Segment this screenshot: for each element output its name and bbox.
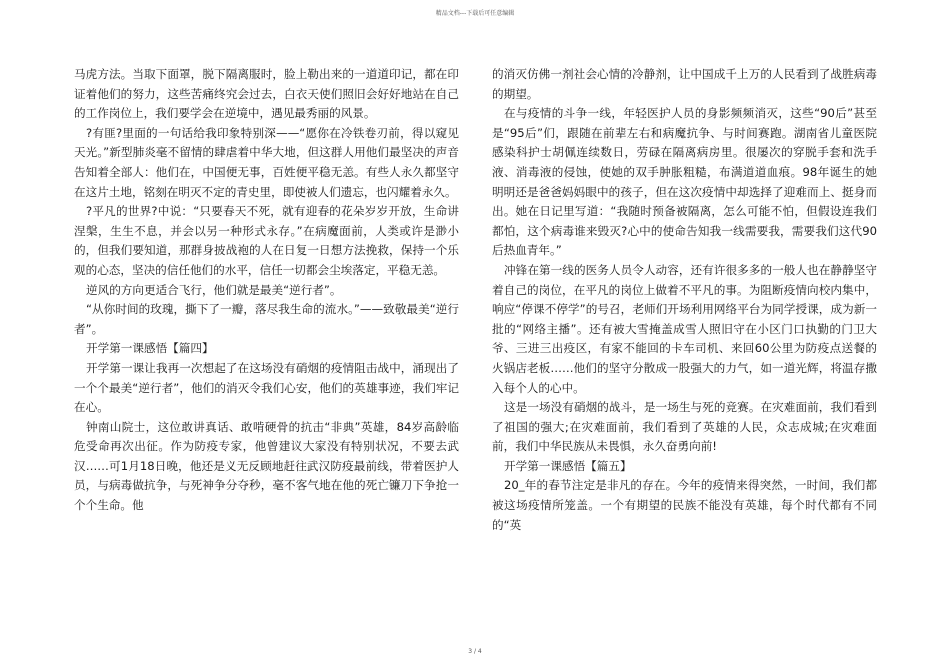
- paragraph: 马虎方法。当取下面罩，脱下隔离服时，脸上勒出来的一道道印记，都在印证着他们的努力，这些苦痛终究会过去，白衣天使们照旧会好好地站在自己的工作岗位上，我们要学会在逆境中，遇见最秀丽的风景。: [74, 67, 459, 121]
- section-heading: 开学第一课感悟【篇四】: [86, 341, 214, 356]
- paragraph: “从你时间的玫瑰，撕下了一瓣，落尽我生命的流水。”——致敬最美“逆行者”。: [74, 302, 459, 336]
- paragraph: 逆风的方向更适合飞行，他们就是最美“逆行者”。: [86, 282, 342, 297]
- section-heading: 开学第一课感悟【篇五】: [504, 458, 632, 473]
- page-header: 精品文档---下载后可任意编辑: [435, 10, 515, 17]
- paragraph: 20_年的春节注定是非凡的存在。今年的疫情来得突然，一时间，我们都被这场疫情所笼盖。一个有期望的民族不能没有英雄，每个时代都有不同的“英: [492, 478, 877, 532]
- page-number: 3 / 4: [468, 648, 482, 655]
- paragraph: 这是一场没有硝烟的战斗，是一场生与死的竞赛。在灾难面前，我们看到了祖国的强大;在灾难面前，我们看到了英雄的人民，众志成城;在灾难面前，我们中华民族从未畏惧，永久奋勇向前!: [492, 400, 877, 454]
- paragraph: ?平凡的世界?中说：“只要春天不死，就有迎春的花朵岁岁开放，生命讲涅槃，生生不息，并会以另一种形式永存。”在病魔面前，人类或许是渺小的，但我们要知道，那群身披战袍的人在日复一日想方法挽救，保持一个乐观的心态，坚决的信任他们的水平，信任一切都会尘埃落定，平稳无恙。: [74, 204, 459, 277]
- paragraph: 钟南山院士，这位敢讲真话、敢啃硬骨的抗击“非典”英雄，84岁高龄临危受命再次出征。作为防疫专家，他曾建议大家没有特别状况，不要去武汉……可1月18日晚，他还是义无反顾地赶往武汉防疫最前线，带着医护人员，与病毒做抗争，与死神争分夺秒，毫不客气地在他的死亡镰刀下争抢一个个生命。他: [74, 419, 459, 513]
- paragraph: ?有匪?里面的一句话给我印象特别深——“愿你在冷铁卷刃前，得以窥见天光。”新型肺炎毫不留情的肆虐着中华大地，但这群人用他们最坚决的声音告知着全部人：他们在，中国便无事，百姓便平稳无恙。有些人永久都坚守在这片土地，铭刻在明灭不定的青史里，即使被人们遗忘，也闪耀着永久。: [74, 125, 459, 199]
- paragraph: 在与疫情的斗争一线，年轻医护人员的身影频频消灭，这些“90后”甚至是“95后”们，跟随在前辈左右和病魔抗争、与时间赛跑。湖南省儿童医院感染科护士胡佩连续数日，劳碌在隔离病房里。很屡次的穿脱手套和洗手液、消毒液的侵蚀，使她的双手肿胀粗糙，布满道道血痕。98年诞生的她明明还是爸爸妈妈眼中的孩子，但在这次疫情中却选择了迎难而上、挺身而出。她在日记里写道：“我随时预备被隔离，怎么可能不怕，但假设连我们都怕，这个病毒谁来毁灭?心中的使命告知我一线需要我，需要我们这代90后热血青年。”: [492, 106, 877, 258]
- right-column: [492, 65, 877, 535]
- paragraph: 冲锋在第一线的医务人员令人动容，还有许很多多的一般人也在静静坚守着自己的岗位，在平凡的岗位上做着不平凡的事。为阻断疫情向校内集中，响应“停课不停学”的号召，老师们开场利用网络平台为同学授课，成为新一批的“网络主播”。还有被大雪掩盖成雪人照旧守在小区门口执勤的门卫大爷、三进三出疫区，有家不能回的卡车司机、来回60公里为防疫点送餐的火锅店老板……他们的坚守分散成一股强大的力气，如一道光辉，将温存撒入每个人的心中。: [492, 262, 877, 395]
- paragraph: 开学第一课让我再一次想起了在这场没有硝烟的疫情阻击战中，涌现出了一个个最美“逆行者”，他们的消灭令我们心安，他们的英雄事迹，我们牢记在心。: [74, 360, 459, 415]
- paragraph: 的消灭仿佛一剂社会心情的冷静剂，让中国成千上万的人民看到了战胜病毒的期望。: [492, 67, 877, 101]
- left-column: [74, 65, 459, 516]
